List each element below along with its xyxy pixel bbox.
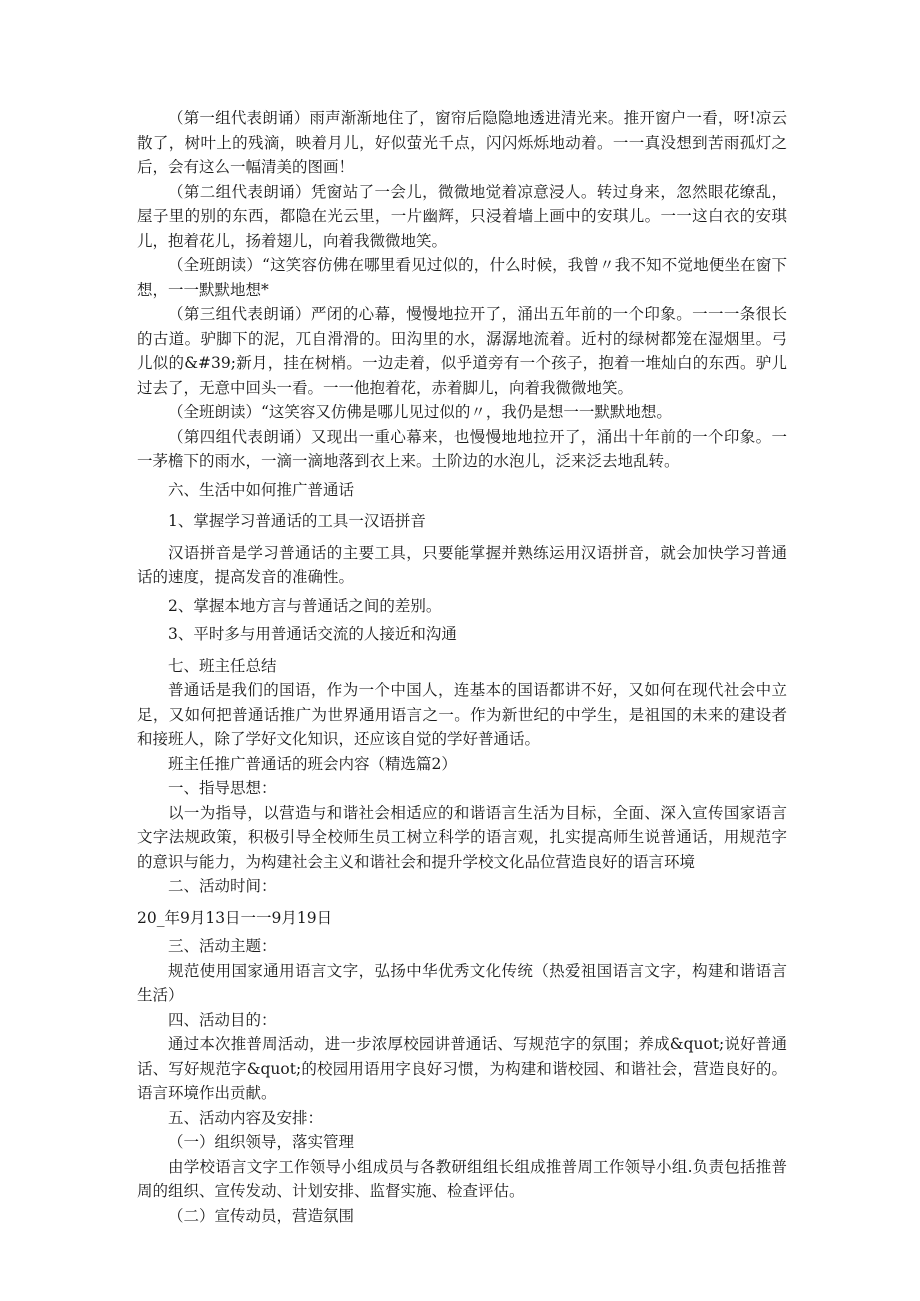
paragraph-class-reading-1: （全班朗读）“这笑容仿佛在哪里看见过似的，什么时候，我曾〃我不知不觉地便坐在窗下想，一一默默地想*: [137, 256, 787, 299]
document-body: [137, 106, 787, 1228]
paragraph-group4-recital: （第四组代表朗诵）又现出一重心幕来，也慢慢地地拉开了，涌出十年前的一个印象。一一茅檐下的雨水，一滴一滴地落到衣上来。土阶边的水泡儿，泛来泛去地乱转。: [137, 427, 787, 470]
paragraph-class-reading-2: （全班朗读）“这笑容又仿佛是哪儿见过似的〃，我仍是想一一默默地想。: [168, 403, 672, 421]
section-heading-guiding: 一、指导思想：: [168, 779, 277, 797]
subsection-heading-publicity: （二）宣传动员，营造氛围: [168, 1206, 355, 1225]
subsection-heading-organization: （一）组织领导，落实管理: [168, 1133, 355, 1151]
article-title-part2: 班主任推广普通话的班会内容（精选篇2）: [168, 754, 457, 773]
paragraph-group1-recital: （第一组代表朗诵）雨声渐渐地住了，窗帘后隐隐地透进清光来。推开窗户一看，呀!凉云散了，树叶上的残滴，映着月儿，好似萤光千点，闪闪烁烁地动着。一一真没想到苦雨孤灯之后，会有这么一幅清美的图画！: [137, 109, 787, 176]
paragraph-pinyin: 汉语拼音是学习普通话的主要工具，只要能掌握并熟练运用汉语拼音，就会加快学习普通话的速度，提高发音的准确性。: [137, 543, 787, 586]
section-heading-content: 五、活动内容及安排：: [168, 1108, 324, 1127]
paragraph-group3-recital: （第三组代表朗诵）严闭的心幕，慢慢地拉开了，涌出五年前的一个印象。一一一条很长的古道。驴脚下的泥，兀自滑滑的。田沟里的水，潺潺地流着。近村的绿树都笼在湿烟里。弓儿似的&#39;新月，挂在树梢。一边走着，似乎道旁有一个孩子，抱着一堆灿白的东西。驴儿过去了，无意中回头一看。一一他抱着花，赤着脚儿，向着我微微地笑。: [137, 305, 787, 397]
paragraph-teacher-summary: 普通话是我们的国语，作为一个中国人，连基本的国语都讲不好，又如何在现代社会中立足，又如何把普通话推广为世界通用语言之一。作为新世纪的中学生，是祖国的未来的建设者和接班人，除了学好文化知识，还应该自觉的学好普通话。: [137, 681, 787, 748]
paragraph-group2-recital: （第二组代表朗诵）凭窗站了一会儿，微微地觉着凉意浸人。转过身来，忽然眼花缭乱，屋子里的别的东西，都隐在光云里，一片幽辉，只浸着墙上画中的安琪儿。一一这白衣的安琪儿，抱着花儿，扬着翅儿，向着我微微地笑。: [137, 182, 787, 250]
list-item-1: 1、掌握学习普通话的工具一汉语拼音: [168, 512, 426, 530]
section-heading-purpose: 四、活动目的：: [168, 1010, 277, 1029]
section-heading-seven: 七、班主任总结: [168, 656, 277, 675]
paragraph-organization: 由学校语言文字工作领导小组成员与各教研组组长组成推普周工作领导小组.负责包括推普周的组织、宣传发动、计划安排、监督实施、检查评估。: [137, 1157, 787, 1200]
list-item-3: 3、平时多与用普通话交流的人接近和沟通: [168, 625, 457, 643]
paragraph-purpose: 通过本次推普周活动，进一步浓厚校园讲普通话、写规范字的氛围；养成&quot;说好普通话、写好规范字&quot;的校园用语用字良好习惯，为构建和谐校园、和谐社会，营造良好的。语言环境作出贡献。: [137, 1035, 787, 1102]
paragraph-guiding-thought: 以一为指导，以营造与和谐社会相适应的和谐语言生活为目标，全面、深入宣传国家语言文字法规政策，积极引导全校师生员工树立科学的语言观，扎实提高师生说普通话，用规范字的意识与能力，为构建社会主义和谐社会和提升学校文化品位营造良好的语言环境: [137, 803, 787, 871]
paragraph-theme: 规范使用国家通用语言文字，弘扬中华优秀文化传统（热爱祖国语言文字，构建和谐语言生活）: [137, 961, 787, 1004]
section-heading-time: 二、活动时间：: [168, 877, 277, 895]
section-heading-theme: 三、活动主题：: [168, 937, 277, 955]
section-heading-six: 六、生活中如何推广普通话: [168, 480, 355, 499]
list-item-2: 2、掌握本地方言与普通话之间的差别。: [168, 596, 442, 615]
activity-dates: 20_年9月13日一一9月19日: [137, 908, 333, 927]
